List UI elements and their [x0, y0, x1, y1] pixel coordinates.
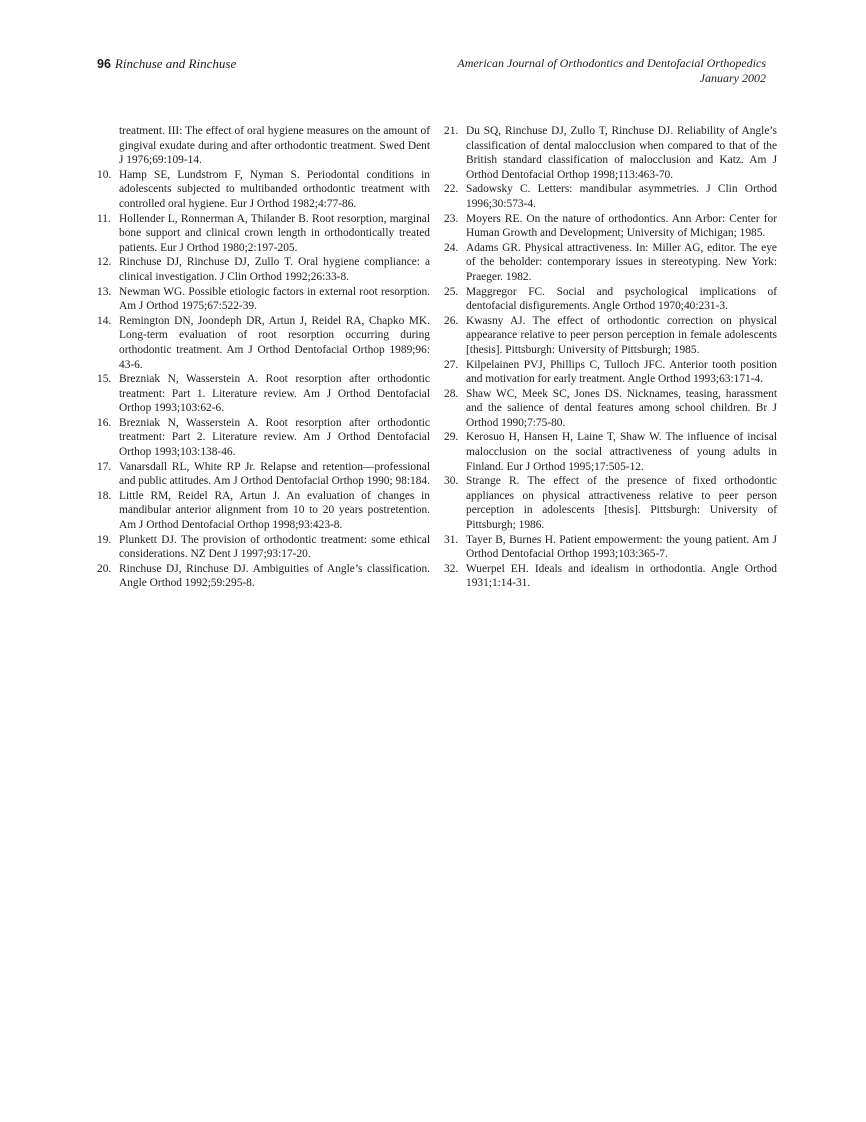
reference-item-22: [444, 182, 777, 211]
reference-text: Rinchuse DJ, Rinchuse DJ. Ambiguities of Angle’s classification. Angle Orthod 1992;59:295-8.: [119, 562, 430, 590]
running-title: Rinchuse and Rinchuse: [114, 56, 237, 71]
reference-item-32: [444, 562, 777, 591]
running-header-left: [97, 56, 236, 72]
reference-item-11: [97, 212, 430, 256]
reference-text: Kerosuo H, Hansen H, Laine T, Shaw W. The influence of incisal malocclusion on the social attractiveness of young adults in Finland. Eur J Orthod 1995;17:505-12.: [466, 431, 777, 473]
reference-text: Remington DN, Joondeph DR, Artun J, Reidel RA, Chapko MK. Long-term evaluation of root resorption occurring during orthodontic treatment. Am J Orthod Dentofacial Orthop 1989;96: 43-6.: [119, 314, 430, 371]
reference-item-14: [97, 314, 430, 372]
reference-text: Kwasny AJ. The effect of orthodontic correction on physical appearance relative to peer person perception in female adolescents [thesis]. Pittsburgh: University of Pittsburgh; 1985.: [466, 314, 777, 356]
reference-text: Plunkett DJ. The provision of orthodontic treatment: some ethical considerations. NZ Dent J 1997;93:17-20.: [119, 533, 430, 561]
reference-number: 32.: [444, 562, 459, 575]
reference-text: treatment. III: The effect of oral hygiene measures on the amount of gingival exudate during and after orthodontic treatment. Swed Dent J 1976;69:109-14.: [119, 125, 430, 167]
issue-date: January 2002: [699, 70, 766, 85]
reference-text: Hollender L, Ronnerman A, Thilander B. Root resorption, marginal bone support and clinical crown length in orthodontically treated patients. Eur J Orthod 1980;2:197-205.: [119, 212, 430, 254]
reference-item-13: [97, 285, 430, 314]
reference-number: 12.: [97, 256, 112, 269]
reference-item-27: [444, 358, 777, 387]
reference-number: 26.: [444, 314, 459, 327]
reference-item-20: [97, 562, 430, 591]
reference-item-21: [444, 124, 777, 182]
page-number: 96: [97, 57, 111, 71]
reference-item-26: [444, 314, 777, 358]
reference-text: Vanarsdall RL, White RP Jr. Relapse and retention—professional and public attitudes. Am J Orthod Dentofacial Orthop 1990; 98:184.: [119, 460, 430, 488]
reference-number: 20.: [97, 562, 112, 575]
reference-list: [97, 124, 777, 591]
reference-text: Sadowsky C. Letters: mandibular asymmetries. J Clin Orthod 1996;30:573-4.: [466, 183, 777, 210]
reference-item-30: [444, 474, 777, 532]
reference-continuation: [97, 124, 430, 168]
reference-item-23: [444, 212, 777, 241]
reference-item-16: [97, 416, 430, 460]
reference-item-19: [97, 533, 430, 562]
reference-item-12: [97, 255, 430, 284]
reference-text: Adams GR. Physical attractiveness. In: Miller AG, editor. The eye of the beholder: contemporary issues in stereotyping. New York: Praeger. 1982.: [466, 241, 777, 283]
reference-number: 16.: [97, 416, 112, 429]
reference-text: Wuerpel EH. Ideals and idealism in orthodontia. Angle Orthod 1931;1:14-31.: [466, 562, 777, 590]
reference-item-25: [444, 285, 777, 314]
journal-name: American Journal of Orthodontics and Dentofacial Orthopedics: [457, 56, 766, 70]
reference-number: 31.: [444, 533, 459, 546]
reference-item-10: [97, 168, 430, 212]
reference-number: 28.: [444, 387, 459, 400]
reference-number: 29.: [444, 431, 459, 444]
reference-item-18: [97, 489, 430, 533]
reference-number: 21.: [444, 125, 459, 137]
reference-number: 22.: [444, 183, 459, 196]
reference-number: 18.: [97, 489, 112, 502]
reference-text: Hamp SE, Lundstrom F, Nyman S. Periodontal conditions in adolescents subjected to multibanded orthodontic treatment with controlled oral hygiene. Eur J Orthod 1982;4:77-86.: [119, 168, 430, 210]
reference-number: 15.: [97, 373, 112, 386]
reference-item-17: [97, 460, 430, 489]
reference-number: 25.: [444, 285, 459, 298]
reference-number: 14.: [97, 314, 112, 327]
reference-number: 17.: [97, 460, 112, 473]
reference-item-15: [97, 372, 430, 416]
reference-column-left: [97, 124, 430, 591]
reference-text: Rinchuse DJ, Rinchuse DJ, Zullo T. Oral hygiene compliance: a clinical investigation. J Clin Orthod 1992;26:33-8.: [119, 256, 430, 283]
running-header-right: [457, 56, 766, 85]
reference-item-31: [444, 533, 777, 562]
reference-text: Kilpelainen PVJ, Phillips C, Tulloch JFC. Anterior tooth position and motivation for early treatment. Angle Orthod 1993;63:171-4.: [466, 358, 777, 386]
reference-text: Maggregor FC. Social and psychological implications of dentofacial disfigurements. Angle Orthod 1970;40:231-3.: [466, 285, 777, 313]
reference-text: Shaw WC, Meek SC, Jones DS. Nicknames, teasing, harassment and the salience of dental features among school children. Br J Orthod 1990;7:75-80.: [466, 387, 777, 429]
reference-number: 11.: [97, 212, 111, 225]
reference-number: 10.: [97, 168, 112, 181]
running-header: [97, 56, 766, 85]
reference-item-29: [444, 430, 777, 474]
reference-item-28: [444, 387, 777, 431]
reference-text: Brezniak N, Wasserstein A. Root resorption after orthodontic treatment: Part 2. Literature review. Am J Orthod Dentofacial Orthop 1993;103:138-46.: [119, 416, 430, 459]
reference-text: Tayer B, Burnes H. Patient empowerment: the young patient. Am J Orthod Dentofacial Orthop 1993;103:365-7.: [466, 533, 777, 561]
reference-text: Strange R. The effect of the presence of fixed orthodontic appliances on physical attractiveness relative to peer person perception in adolescents [thesis]. Pittsburgh: University of Pittsburgh; 1986.: [466, 475, 777, 532]
reference-number: 30.: [444, 475, 459, 488]
reference-text: Newman WG. Possible etiologic factors in external root resorption. Am J Orthod 1975;67:522-39.: [119, 285, 430, 313]
reference-text: Brezniak N, Wasserstein A. Root resorption after orthodontic treatment: Part 1. Literature review. Am J Orthod Dentofacial Orthop 1993;103:62-6.: [119, 373, 430, 415]
reference-number: 19.: [97, 533, 112, 546]
reference-number: 13.: [97, 285, 112, 298]
reference-column-right: [444, 124, 777, 591]
reference-number: 23.: [444, 212, 459, 225]
reference-number-spacer: [97, 124, 119, 168]
reference-text: Du SQ, Rinchuse DJ, Zullo T, Rinchuse DJ. Reliability of Angle’s classification of dental malocclusion when compared to that of the British standard classification of malocclusion and Katz. Am J Orthod Dentofacial Orthop 1998;113:463-70.: [466, 125, 777, 181]
reference-text: Little RM, Reidel RA, Artun J. An evaluation of changes in mandibular anterior alignment from 10 to 20 years postretention. Am J Orthod Dentofacial Orthop 1998;93:423-8.: [119, 489, 430, 532]
reference-item-24: [444, 241, 777, 285]
reference-number: 24.: [444, 241, 459, 254]
reference-number: 27.: [444, 358, 459, 371]
reference-text: Moyers RE. On the nature of orthodontics. Ann Arbor: Center for Human Growth and Development; University of Michigan; 1985.: [466, 212, 777, 240]
